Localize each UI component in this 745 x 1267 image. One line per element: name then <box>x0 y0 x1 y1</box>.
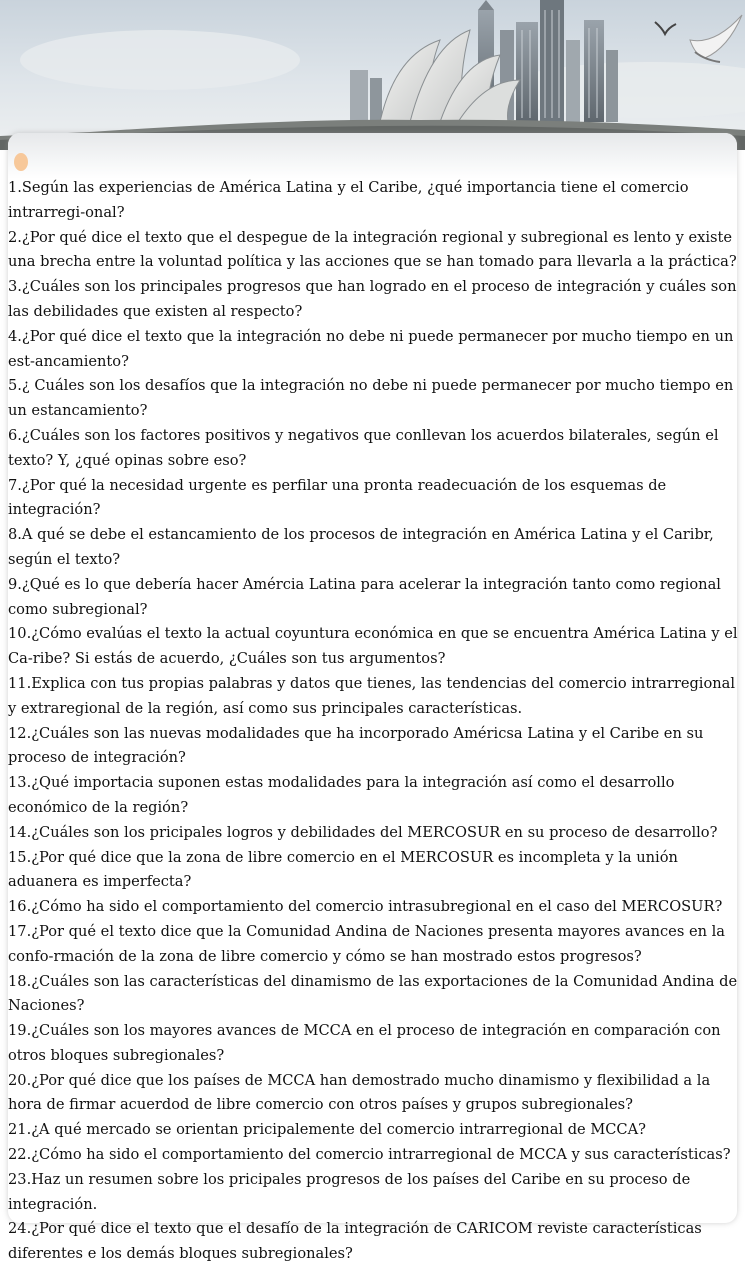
question-item: 19.¿Cuáles son los mayores avances de MCCA en el proceso de integración en comparación con otros bloques subregionales? <box>8 1022 721 1064</box>
question-item: 2.¿Por qué dice el texto que el despegue de la integración regional y subregional es lento y existe una brecha entre la voluntad política y las acciones que se han tomado para llevarla a la práctica? <box>8 228 737 271</box>
question-item: 11.Explica con tus propias palabras y datos que tienes, las tendencias del comercio intrarregional y extraregional de la región, así como sus principales características. <box>8 674 736 717</box>
question-item: 15.¿Por qué dice que la zona de libre comercio en el MERCOSUR es incompleta y la unión aduanera es imperfecta? <box>8 848 678 891</box>
question-item: 17.¿Por qué el texto dice que la Comunidad Andina de Naciones presenta mayores avances en la confo-rmación de la zona de libre comercio y cómo se han mostrado estos progresos? <box>8 922 725 965</box>
question-item: 6.¿Cuáles son los factores positivos y negativos que conllevan los acuerdos bilaterales, según el texto? Y, ¿qué opinas sobre eso? <box>8 426 719 469</box>
question-item: 20.¿Por qué dice que los países de MCCA han demostrado mucho dinamismo y flexibilidad a la hora de firmar acuerdod de libre comercio con otros países y grupos subregionales? <box>8 1071 711 1114</box>
question-item: 3.¿Cuáles son los principales progresos que han logrado en el proceso de integración y cuáles son las debilidades que existen al respecto? <box>8 278 737 320</box>
question-item: 10.¿Cómo evalúas el texto la actual coyuntura económica en que se encuentra América Latina y el Ca-ribe? Si estás de acuerdo, ¿Cuáles son tus argumentos? <box>8 625 738 668</box>
question-item: 22.¿Cómo ha sido el comportamiento del comercio intrarregional de MCCA y sus características? <box>8 1146 731 1164</box>
question-item: 13.¿Qué importacia suponen estas modalidades para la integración así como el desarrollo económico de la región? <box>8 774 675 816</box>
question-item: 23.Haz un resumen sobre los pricipales progresos de los países del Caribe en su proceso de integración. <box>8 1170 691 1213</box>
panel-header <box>8 133 737 179</box>
question-item: 16.¿Cómo ha sido el comportamiento del comercio intrasubregional en el caso del MERCOSUR? <box>8 898 723 916</box>
question-item: 4.¿Por qué dice el texto que la integración no debe ni puede permanecer por mucho tiempo en un est-ancamiento? <box>8 327 734 370</box>
question-item: 5.¿ Cuáles son los desafíos que la integración no debe ni puede permanecer por mucho tiempo en un estancamiento? <box>8 377 734 420</box>
question-item: 18.¿Cuáles son las características del dinamismo de las exportaciones de la Comunidad Andina de Naciones? <box>8 972 738 1015</box>
orange-bullet-icon <box>14 153 28 171</box>
header-banner <box>0 0 745 150</box>
question-item: 12.¿Cuáles son las nuevas modalidades que ha incorporado Américsa Latina y el Caribe en su proceso de integración? <box>8 724 704 767</box>
question-list <box>8 176 741 1267</box>
question-item: 21.¿A qué mercado se orientan pricipalemente del comercio intrarregional de MCCA? <box>8 1121 646 1139</box>
question-item: 9.¿Qué es lo que debería hacer Amércia Latina para acelerar la integración tanto como regional como subregional? <box>8 575 721 618</box>
question-item: 7.¿Por qué la necesidad urgente es perfilar una pronta readecuación de los esquemas de integración? <box>8 476 667 519</box>
question-item: 14.¿Cuáles son los pricipales logros y debilidades del MERCOSUR en su proceso de desarrollo? <box>8 823 718 841</box>
question-item: 24.¿Por qué dice el texto que el desafío de la integración de CARICOM reviste características diferentes e los demás bloques subregionales? <box>8 1220 702 1263</box>
city-skyline-illustration <box>0 0 745 150</box>
question-item: 1.Según las experiencias de América Latina y el Caribe, ¿qué importancia tiene el comercio intrarregi-onal? <box>8 179 689 221</box>
question-item: 8.A qué se debe el estancamiento de los procesos de integración en América Latina y el Caribr, según el texto? <box>8 526 714 568</box>
